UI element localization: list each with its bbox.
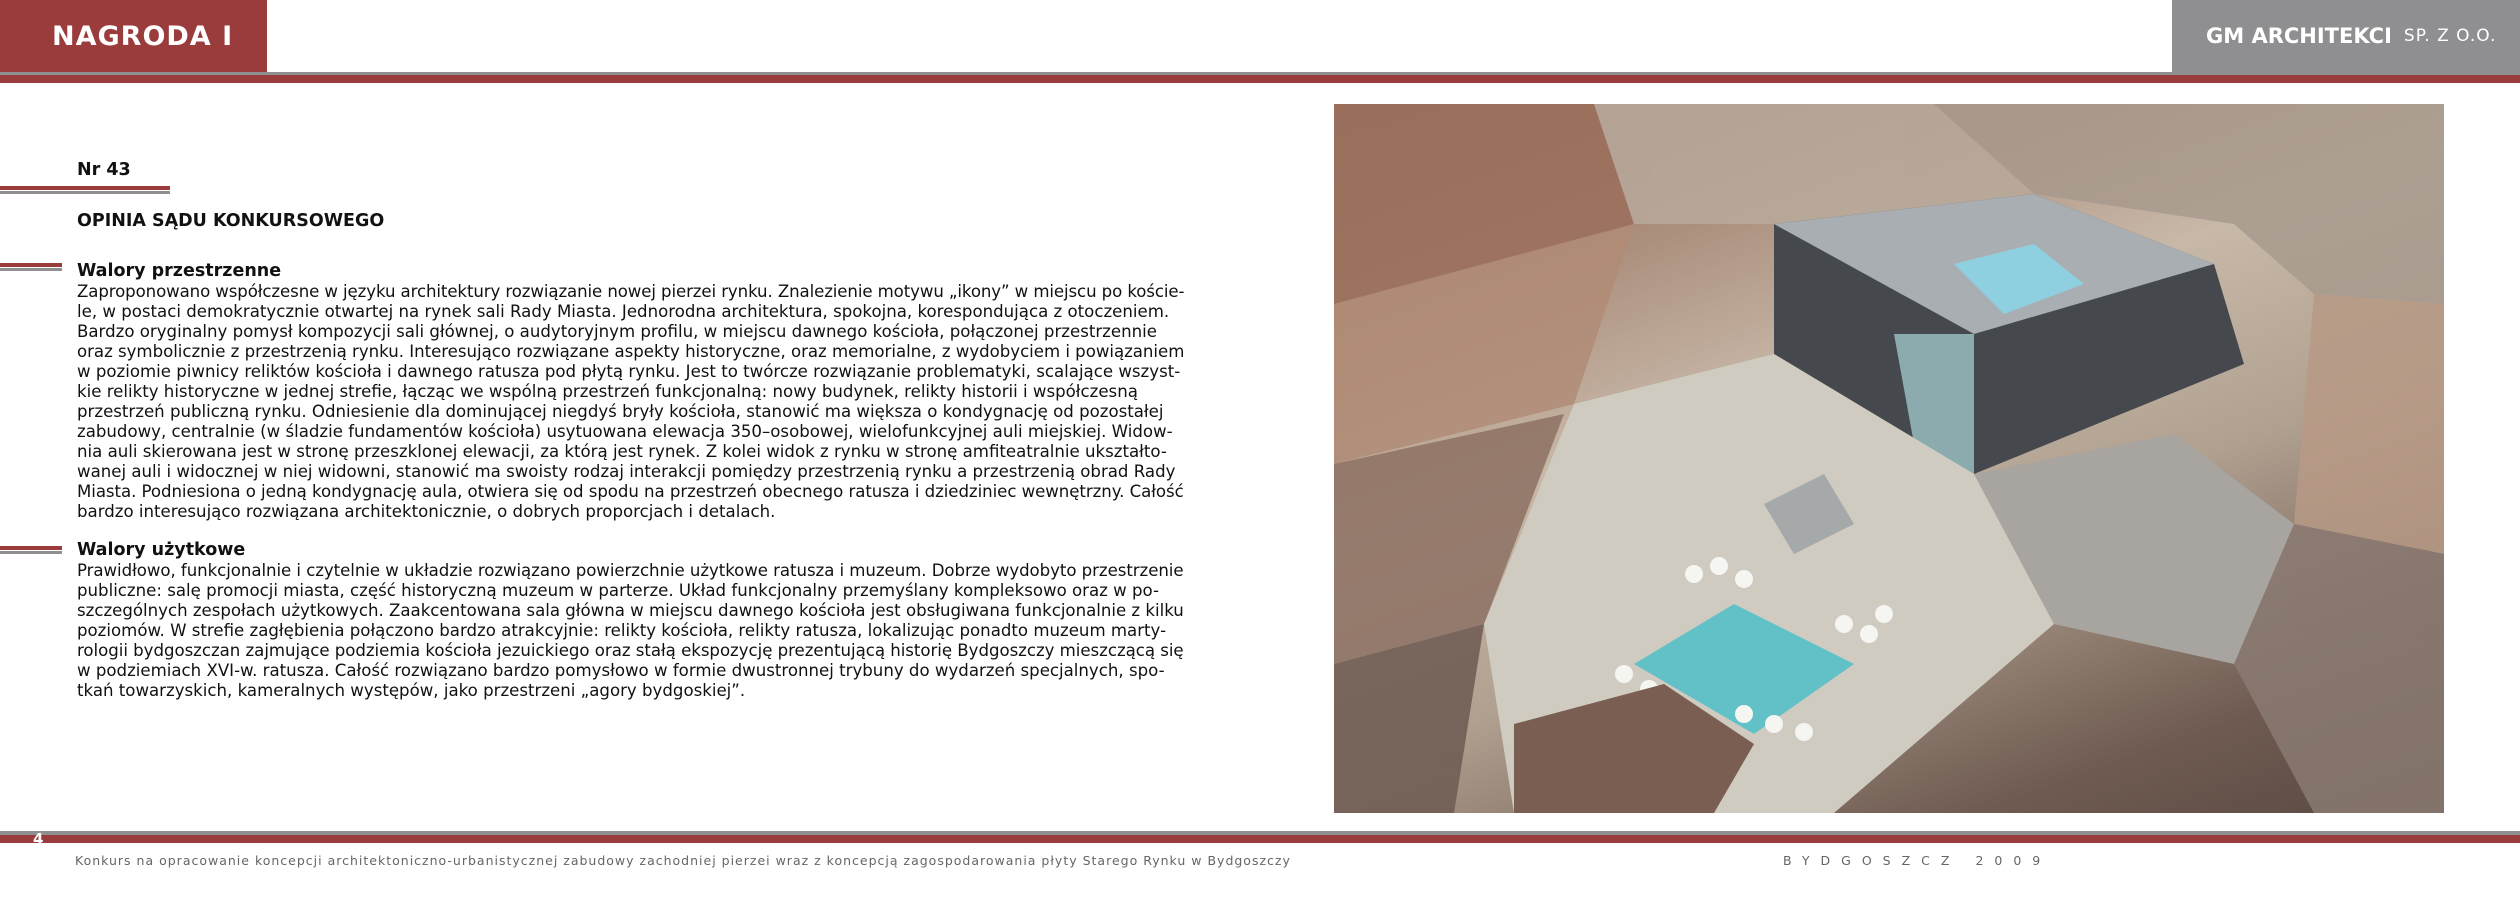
section-title: Walory użytkowe [77,540,246,560]
section-body [77,282,1184,522]
firm-suffix: SP. Z O.O. [2403,26,2497,46]
accent-rule [0,263,62,267]
section-title: Walory przestrzenne [77,261,282,281]
body-line: Miasta. Podniesiona o jedną kondygnację aula, otwiera się od spodu na przestrzeń obecnego ratusza i dziedziniec wewnętrzny. Całość [77,482,1184,501]
body-line: przestrzeń publiczną rynku. Odniesienie dla dominującej niegdyś bryły kościoła, stanowić ma większa o kondygnację od pozostałej [77,402,1164,421]
footer-city-year: BYDGOSZCZ 2009 [1783,853,2052,868]
accent-rule [0,551,62,554]
header-rule-red [0,75,2520,83]
firm-name: GM ARCHITEKCI [2206,24,2392,48]
body-line: poziomów. W strefie zagłębienia połączono bardzo atrakcyjnie: relikty kościoła, relikty ratusza, lokalizując ponadto muzeum marty- [77,621,1167,640]
accent-rule [0,268,62,271]
body-line: kie relikty historyczne w jednej strefie, łącząc we wspólną przestrzeń funkcjonalną: nowy budynek, relikty historii i współczesną [77,382,1138,401]
body-line: w podziemiach XVI-w. ratusza. Całość rozwiązano bardzo pomysłowo w formie dwustronnej trybuny do wydarzeń specjalnych, spo- [77,661,1165,680]
body-line: Prawidłowo, funkcjonalnie i czytelnie w układzie rozwiązano powierzchnie użytkowe ratusza i muzeum. Dobrze wydobyto przestrzenie [77,561,1184,580]
body-line: bardzo interesująco rozwiązana architektonicznie, o dobrych proporcjach i detalach. [77,502,776,521]
aerial-rendering-image [1334,104,2444,813]
entry-number: Nr 43 [77,160,131,180]
body-line: tkań towarzyskich, kameralnych występów, jako przestrzeni „agory bydgoskiej”. [77,681,746,700]
opinion-title: OPINIA SĄDU KONKURSOWEGO [77,211,385,231]
award-label: NAGRODA I [0,0,267,72]
body-line: oraz symbolicznie z przestrzenią rynku. Interesująco rozwiązane aspekty historyczne, oraz memorialne, z wydobyciem i powiązaniem [77,342,1185,361]
footer-caption: Konkurs na opracowanie koncepcji architektoniczno-urbanistycznej zabudowy zachodniej pierzei wraz z koncepcją zagospodarowania płyty Starego Rynku w Bydgoszczy [75,853,1291,868]
body-line: publiczne: salę promocji miasta, część historyczną muzeum w parterze. Układ funkcjonalny przemyślany kompleksowo oraz w po- [77,581,1159,600]
body-line: Zaproponowano współczesne w języku architektury rozwiązanie nowej pierzei rynku. Znalezienie motywu „ikony” w miejscu po koście- [77,282,1185,301]
section-body [77,561,1184,701]
body-line: w poziomie piwnicy reliktów kościoła i dawnego ratusza pod płytą rynku. Jest to twórcze rozwiązanie problematyki, scalające wszyst- [77,362,1181,381]
accent-rule [0,191,170,194]
firm-label [2172,0,2520,72]
body-line: Bardzo oryginalny pomysł kompozycji sali głównej, o audytoryjnym profilu, w miejscu dawnego kościoła, połączonej przestrzennie [77,322,1157,341]
accent-rule [0,186,170,190]
body-line: le, w postaci demokratycznie otwartej na rynek sali Rady Miasta. Jednorodna architektura, spokojna, korespondująca z otoczeniem. [77,302,1170,321]
accent-rule [0,546,62,550]
body-line: szczególnych zespołach użytkowych. Zaakcentowana sala główna w miejscu dawnego kościoła jest obsługiwana funkcjonalnie z kilku [77,601,1184,620]
body-line: nia auli skierowana jest w stronę przeszklonej elewacji, za którą jest rynek. Z kolei widok z rynku w stronę amfiteatralnie ukształto- [77,442,1167,461]
footer-rule-red [0,835,2520,843]
body-line: wanej auli i widocznej w niej widowni, stanowić ma swoisty rodzaj interakcji pomiędzy przestrzenią rynku a przestrzenią obrad Rady [77,462,1176,481]
body-line: zabudowy, centralnie (w śladzie fundamentów kościoła) usytuowana elewacja 350–osobowej, wielofunkcyjnej auli miejskiej. Widow- [77,422,1173,441]
page-number: 4 [33,830,44,848]
body-line: rologii bydgoszczan zajmujące podziemia kościoła jezuickiego oraz stałą ekspozycję prezentującą historię Bydgoszczy mieszczącą się [77,641,1184,660]
